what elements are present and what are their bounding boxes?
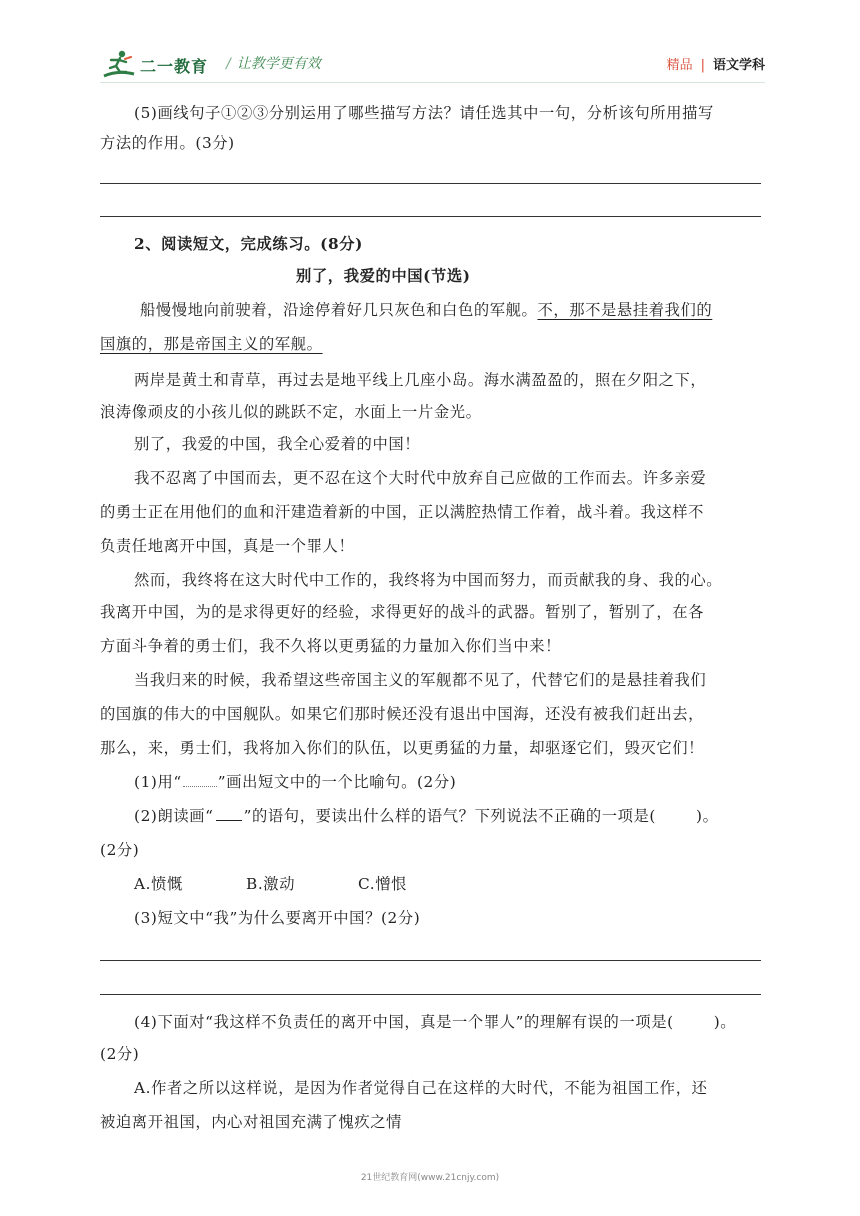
header-divider	[100, 82, 765, 83]
passage-p4-line-3: 负责任地离开中国，真是一个罪人！	[100, 537, 355, 555]
passage-p3: 别了，我爱的中国，我全心爱着的中国！	[134, 435, 421, 453]
q1-text-b: ”画出短文中的一个比喻句。(2分)	[217, 773, 457, 791]
p1-underlined-text: 不，那不是悬挂着我们的	[537, 301, 713, 319]
section-heading: 2、阅读短文，完成练习。(8分)	[134, 235, 363, 253]
q2-option-a: A.愤慨	[134, 875, 183, 893]
q4-text-a: (4)下面对“我这样不负责任的离开中国，真是一个罪人”的理解有误的一项是(	[134, 1013, 674, 1031]
answer-line	[100, 183, 761, 184]
q2-option-b: B.激动	[246, 875, 296, 893]
answer-line	[100, 960, 761, 961]
passage-p4-line-1: 我不忍离了中国而去，更不忍在这个大时代中放弃自己应做的工作而去。许多亲爱	[134, 469, 707, 487]
q5-line-2: 方法的作用。(3分)	[100, 134, 235, 152]
logo-text: 二一教育	[140, 57, 209, 76]
quality-label: 精品	[666, 58, 693, 73]
slogan: / 让教学更有效	[226, 56, 321, 72]
passage-p2-line-1: 两岸是黄土和青草，再过去是地平线上几座小岛。海水满盈盈的，照在夕阳之下，	[134, 371, 707, 389]
subject-label: 语文学科	[712, 58, 765, 73]
question-3: (3)短文中“我”为什么要离开中国？(2分)	[134, 909, 421, 927]
page-header	[100, 44, 765, 84]
q4-text-b: )。	[713, 1013, 737, 1031]
answer-line	[100, 216, 761, 217]
p1-text: 船慢慢地向前驶着，沿途停着好几只灰色和白色的军舰。	[140, 301, 538, 319]
header-right: 精品 | 语文学科	[666, 58, 765, 73]
answer-line	[100, 994, 761, 995]
q1-text-a: (1)用“	[134, 773, 182, 791]
slogan-text: 让教学更有效	[236, 56, 321, 72]
q2-text-b: ”的语句，要读出什么样的语气？下列说法不正确的一项是(	[243, 807, 657, 825]
q5-line-1: (5)画线句子①②③分别运用了哪些描写方法？请任选其中一句，分析该句所用描写	[134, 104, 714, 122]
passage-p1-line-1	[140, 300, 712, 320]
q2-option-c: C.憎恨	[358, 875, 408, 893]
question-4	[134, 1012, 736, 1032]
q2-score: (2分)	[100, 841, 140, 859]
passage-p6-line-3: 那么，来，勇士们，我将加入你们的队伍，以更勇猛的力量，却驱逐它们，毁灭它们！	[100, 739, 705, 757]
runner-icon	[100, 48, 138, 82]
passage-p6-line-2: 的国旗的伟大的中国舰队。如果它们那时候还没有退出中国海，还没有被我们赶出去，	[100, 705, 705, 723]
page-footer: 21世纪教育网(www.21cnjy.com)	[360, 1173, 500, 1183]
q4-option-a-line-2: 被迫离开祖国，内心对祖国充满了愧疚之情	[100, 1113, 403, 1131]
passage-p5-line-2: 我离开中国，为的是求得更好的经验，求得更好的战斗的武器。暂别了，暂别了，在各	[100, 603, 705, 621]
passage-p4-line-2: 的勇士正在用他们的血和汗建造着新的中国，正以满腔热情工作着，战斗着。我这样不	[100, 503, 705, 521]
passage-p5-line-3: 方面斗争着的勇士们，我不久将以更勇猛的力量加入你们当中来！	[100, 637, 562, 655]
question-1	[134, 772, 456, 792]
passage-title: 别了，我爱的中国(节选)	[296, 267, 471, 285]
passage-p2-line-2: 浪涛像顽皮的小孩儿似的跳跃不定，水面上一片金光。	[100, 403, 482, 421]
wavy-blank	[183, 776, 217, 787]
q2-text-a: (2)朗读画“	[134, 807, 214, 825]
passage-p1-line-2: 国旗的，那是帝国主义的军舰。	[100, 335, 323, 353]
line-blank	[216, 810, 242, 821]
q2-text-c: )。	[696, 807, 719, 825]
q4-score: (2分)	[100, 1045, 140, 1063]
question-2	[134, 806, 718, 826]
q4-option-a-line-1: A.作者之所以这样说，是因为作者觉得自己在这样的大时代，不能为祖国工作，还	[134, 1079, 708, 1097]
passage-p6-line-1: 当我归来的时候，我希望这些帝国主义的军舰都不见了，代替它们的是悬挂着我们	[134, 671, 707, 689]
passage-p5-line-1: 然而，我终将在这大时代中工作的，我终将为中国而努力，而贡献我的身、我的心。	[134, 571, 723, 589]
